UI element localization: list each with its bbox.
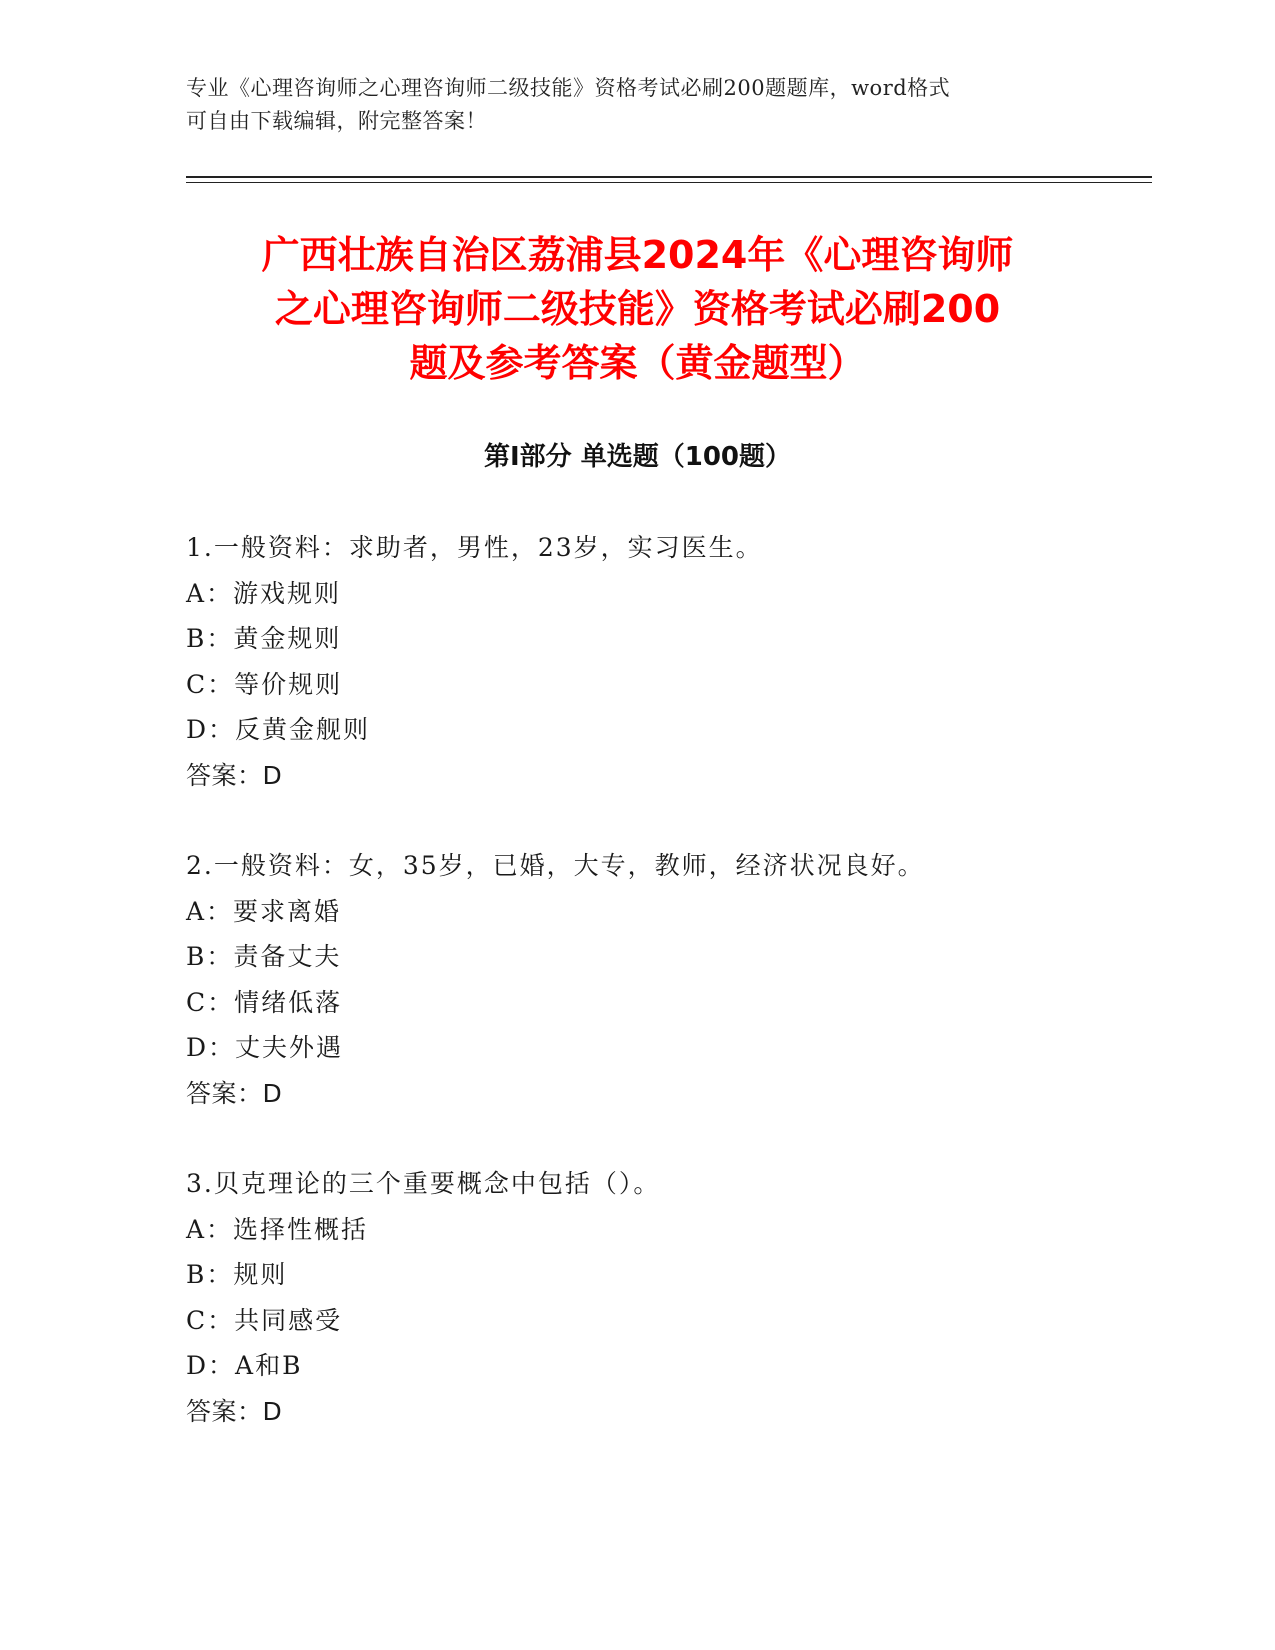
option-d: D：A和B (186, 1351, 303, 1380)
answer-line: 答案：D (186, 760, 283, 790)
question-block (186, 1161, 1106, 1434)
document-title-line-2: 之心理咨询师二级技能》资格考试必刷200 (274, 287, 1001, 331)
header-note-line-2: 可自由下载编辑，附完整答案！ (186, 109, 487, 133)
option-a: A：游戏规则 (186, 578, 342, 608)
header-divider-thick (186, 176, 1152, 178)
question-block (186, 843, 1106, 1116)
option-a: A：选择性概括 (186, 1214, 369, 1244)
option-a: A：要求离婚 (186, 896, 342, 926)
document-title-line-1: 广西壮族自治区荔浦县2024年《心理咨询师 (261, 233, 1014, 277)
document-title (150, 228, 1125, 390)
option-d: D：反黄金舰则 (186, 715, 371, 744)
document-title-line-3: 题及参考答案（黄金题型） (409, 341, 866, 385)
section-title: 第Ⅰ部分 单选题（100题） (484, 442, 791, 472)
header-note-line-1: 专业《心理咨询师之心理咨询师二级技能》资格考试必刷200题题库，word格式 (186, 76, 951, 100)
option-b: B：黄金规则 (186, 624, 342, 653)
option-c: C：等价规则 (186, 669, 343, 699)
header-note (186, 72, 1086, 138)
answer-line: 答案：D (186, 1396, 283, 1426)
question-stem: 2.一般资料：女，35岁，已婚，大专，教师，经济状况良好。 (186, 851, 925, 880)
option-d: D：丈夫外遇 (186, 1033, 344, 1062)
option-c: C：情绪低落 (186, 987, 343, 1017)
header-divider-thin (186, 182, 1152, 183)
option-c: C：共同感受 (186, 1305, 343, 1335)
question-stem: 3.贝克理论的三个重要概念中包括（）。 (186, 1169, 661, 1198)
question-block (186, 525, 1106, 798)
question-stem: 1.一般资料：求助者，男性，23岁，实习医生。 (186, 533, 763, 562)
option-b: B：规则 (186, 1260, 288, 1289)
option-b: B：责备丈夫 (186, 942, 342, 971)
answer-line: 答案：D (186, 1078, 283, 1108)
